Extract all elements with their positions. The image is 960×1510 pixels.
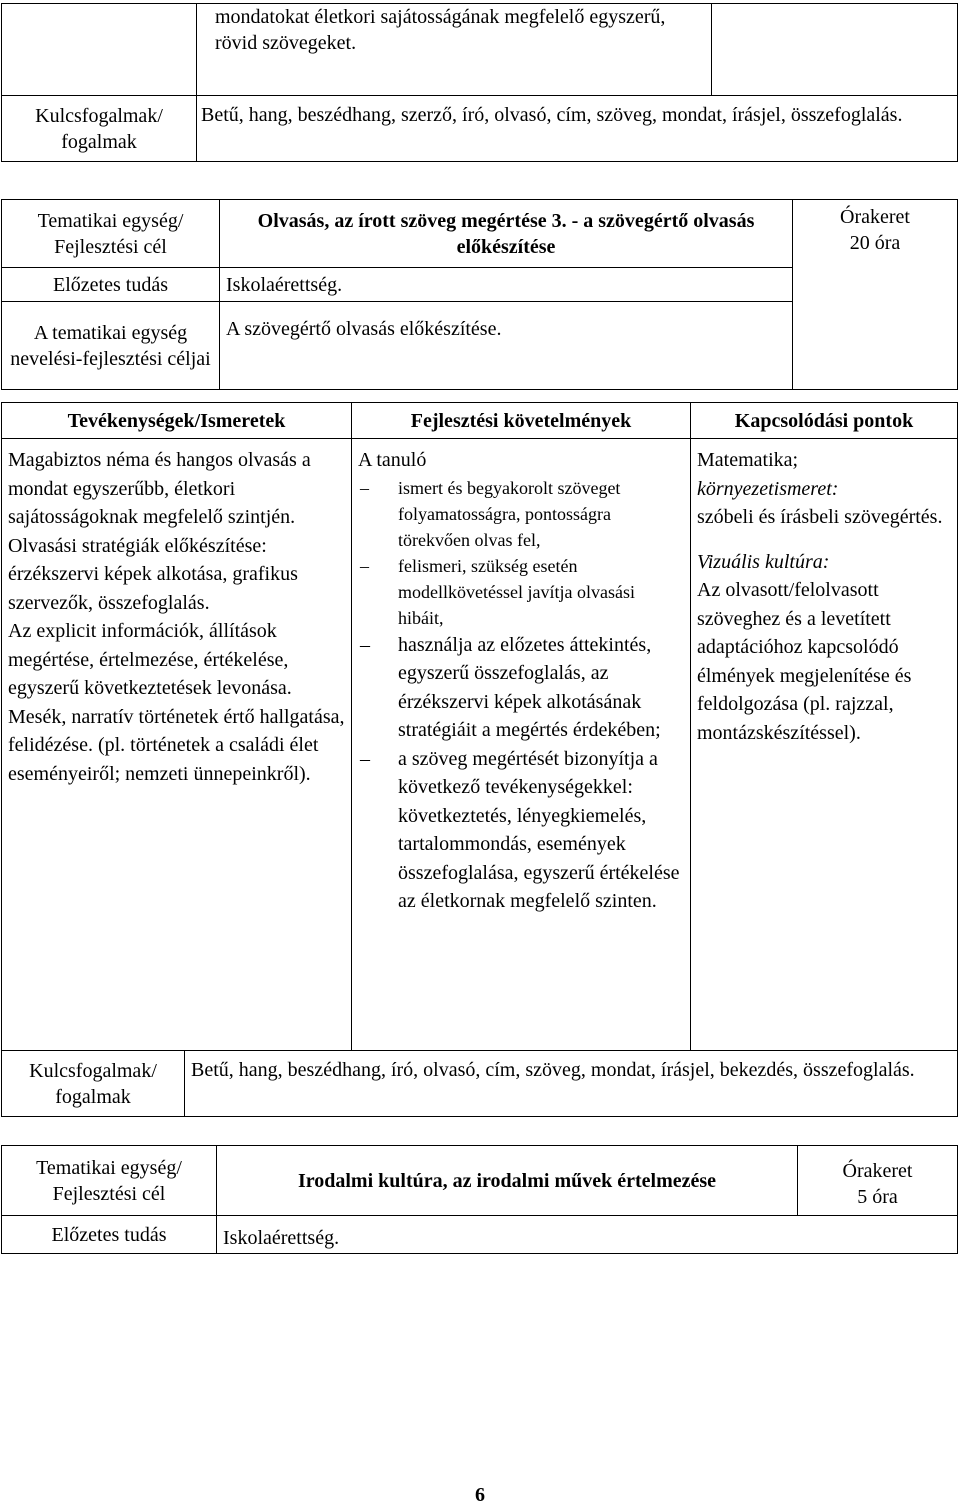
requirements-list bbox=[358, 475, 684, 916]
unit-label: Tematikai egység/ Fejlesztési cél bbox=[2, 1146, 217, 1216]
table-block-2-content bbox=[1, 402, 958, 1051]
empty-cell bbox=[2, 4, 197, 96]
table-block-2-key bbox=[1, 1050, 958, 1117]
link-env-text: szóbeli és írásbeli szövegértés. bbox=[697, 506, 943, 528]
col-header-requirements: Fejlesztési követelmények bbox=[352, 403, 691, 439]
top-continuation-text: mondatokat életkori sajátosságának megfelelő egyszerű, rövid szövegeket. bbox=[197, 4, 712, 96]
prior-knowledge-text: Iskolaérettség. bbox=[220, 268, 793, 302]
key-concepts-label: Kulcsfogalmak/ fogalmak bbox=[2, 96, 197, 162]
prior-knowledge-label: Előzetes tudás bbox=[2, 268, 220, 302]
unit-title: Irodalmi kultúra, az irodalmi művek értelmezése bbox=[217, 1146, 798, 1216]
activity-item: Az explicit információk, állítások megértése, értelmezése, értékelése, egyszerű következtetések levonása. bbox=[8, 620, 292, 699]
hours-label: Órakeret bbox=[842, 1160, 913, 1182]
key-concepts-text: Betű, hang, beszédhang, író, olvasó, cím, szöveg, mondat, írásjel, bekezdés, összefoglalás. bbox=[185, 1051, 958, 1117]
col-header-activities: Tevékenységek/Ismeretek bbox=[2, 403, 352, 439]
prior-knowledge-text: Iskolaérettség. bbox=[217, 1216, 958, 1254]
table-block-2 bbox=[1, 199, 958, 390]
link-env-label: környezetismeret: bbox=[697, 477, 839, 500]
goals-label: A tematikai egység nevelési-fejlesztési céljai bbox=[2, 302, 220, 390]
hours-label: Órakeret bbox=[840, 206, 910, 228]
prior-knowledge-label: Előzetes tudás bbox=[2, 1216, 217, 1254]
activity-item: Mesék, narratív történetek értő hallgatása, felidézése. (pl. történetek a családi élet eseményeiről; nemzeti ünnepeinkről). bbox=[8, 705, 345, 785]
hours-value: 20 óra bbox=[849, 232, 901, 254]
goals-text: A szövegértő olvasás előkészítése. bbox=[220, 302, 793, 390]
key-concepts-text: Betű, hang, beszédhang, szerző, író, olvasó, cím, szöveg, mondat, írásjel, összefoglalás. bbox=[197, 96, 958, 162]
table-block-3 bbox=[1, 1145, 958, 1254]
requirement-item: – a szöveg megértését bizonyítja a következő tevékenységekkel: következtetés, lényegkiemelés, tartalommondás, események összefoglalása, egyszerű értékelése az életkornak megfelelő szinten. bbox=[358, 745, 684, 916]
link-math-label: Matematika; bbox=[697, 449, 799, 471]
table-block-1 bbox=[1, 3, 958, 162]
activity-item: Olvasási stratégiák előkészítése: érzékszervi képek alkotása, grafikus szervezők, összefoglalás. bbox=[8, 534, 298, 614]
activity-item: Magabiztos néma és hangos olvasás a mondat egyszerűbb, életkori sajátosságoknak megfelelő szintjén. bbox=[8, 449, 311, 528]
requirement-item: – ismert és begyakorolt szöveget folyamatosságra, pontosságra törekvően olvas fel, bbox=[358, 475, 684, 553]
empty-cell bbox=[712, 4, 958, 96]
col-header-links: Kapcsolódási pontok bbox=[691, 403, 958, 439]
requirements-intro: A tanuló bbox=[358, 449, 427, 471]
requirement-item: – felismeri, szükség esetén modellkövetéssel javítja olvasási hibáit, bbox=[358, 553, 684, 631]
key-concepts-label: Kulcsfogalmak/ fogalmak bbox=[2, 1051, 185, 1117]
unit-label: Tematikai egység/ Fejlesztési cél bbox=[2, 200, 220, 268]
hours-value: 5 óra bbox=[857, 1186, 898, 1208]
requirement-item: – használja az előzetes áttekintés, egyszerű összefoglalás, az érzékszervi képek alkotásának stratégiáit a megértés érdekében; bbox=[358, 631, 684, 745]
page-number: 6 bbox=[475, 1484, 485, 1506]
link-visual-text: Az olvasott/felolvasott szöveghez és a levetített adaptációhoz kapcsolódó élmények megjelenítése és feldolgozása (pl. rajzzal, montázskészítéssel). bbox=[697, 579, 912, 744]
unit-title: Olvasás, az írott szöveg megértése 3. - a szövegértő olvasás előkészítése bbox=[220, 200, 793, 268]
link-visual-label: Vizuális kultúra: bbox=[697, 550, 830, 573]
